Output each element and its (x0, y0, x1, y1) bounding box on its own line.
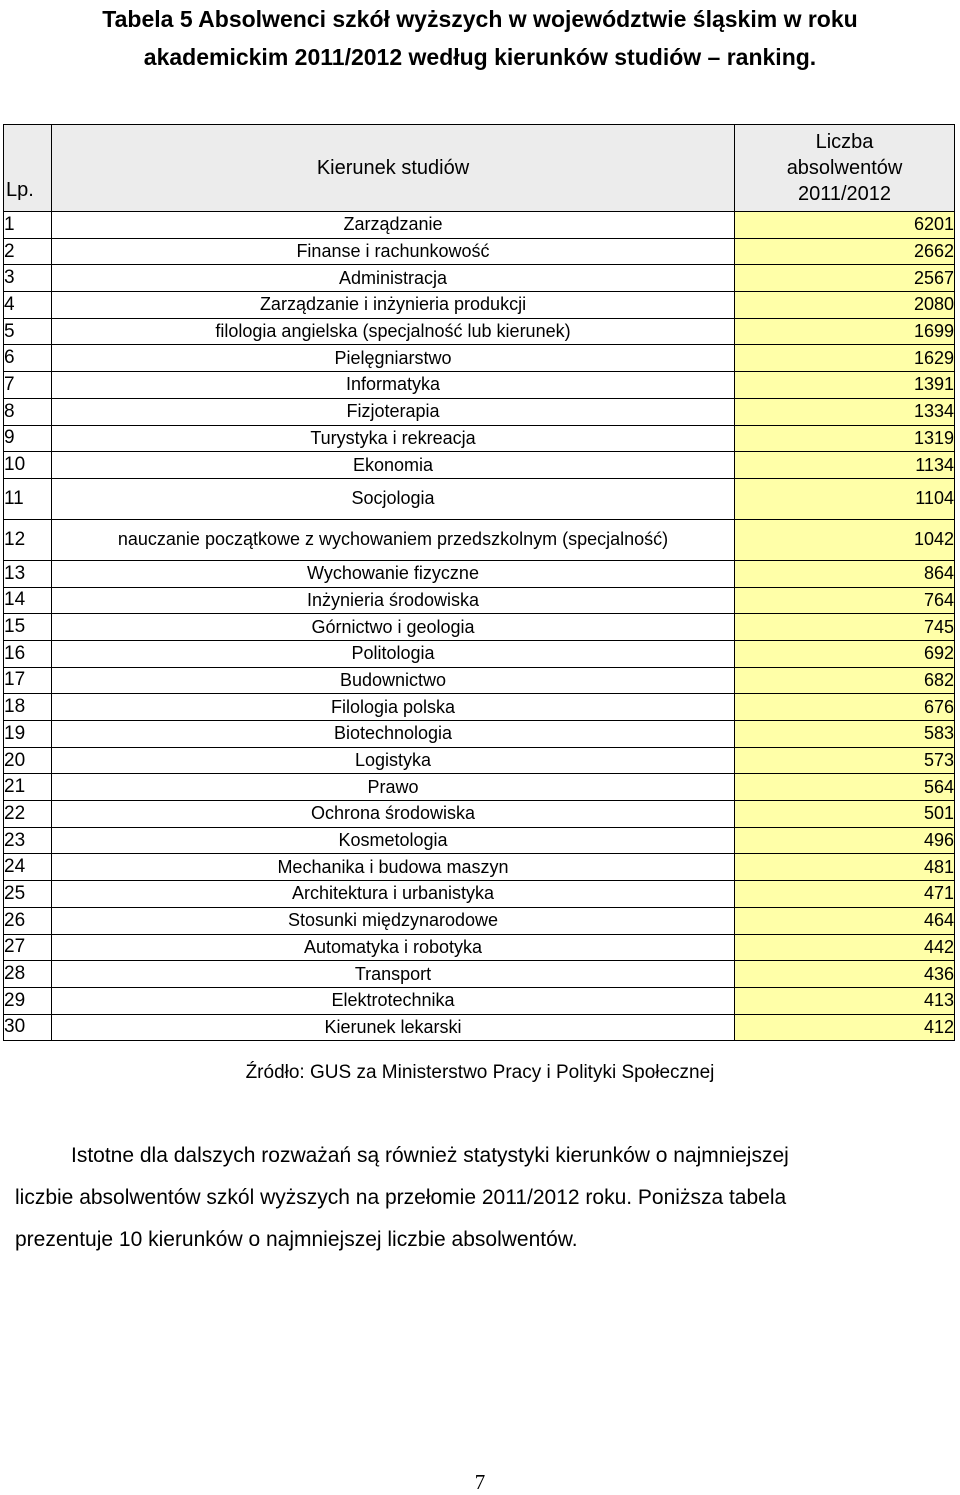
row-name: nauczanie początkowe z wychowaniem przedszkolnym (specjalność) (52, 519, 735, 560)
table-row (4, 318, 955, 345)
row-lp: 19 (4, 721, 52, 748)
table-header-row (4, 125, 955, 212)
row-value: 412 (735, 1014, 955, 1041)
row-value: 1319 (735, 425, 955, 452)
table-body (4, 212, 955, 1041)
table-row (4, 721, 955, 748)
row-name: Elektrotechnika (52, 987, 735, 1014)
row-name: Budownictwo (52, 667, 735, 694)
row-lp: 13 (4, 560, 52, 587)
header-liczba (735, 125, 955, 212)
table-row (4, 934, 955, 961)
row-lp: 23 (4, 827, 52, 854)
row-value: 745 (735, 614, 955, 641)
row-value: 442 (735, 934, 955, 961)
row-name: Transport (52, 961, 735, 988)
row-value: 496 (735, 827, 955, 854)
row-value: 583 (735, 721, 955, 748)
row-name: Logistyka (52, 747, 735, 774)
row-name: Inżynieria środowiska (52, 587, 735, 614)
row-value: 501 (735, 801, 955, 828)
row-lp: 22 (4, 801, 52, 828)
row-name: Informatyka (52, 372, 735, 399)
row-lp: 29 (4, 987, 52, 1014)
row-lp: 11 (4, 478, 52, 519)
row-lp: 1 (4, 212, 52, 239)
row-value: 1104 (735, 478, 955, 519)
row-name: Stosunki międzynarodowe (52, 907, 735, 934)
table-row (4, 614, 955, 641)
row-lp: 20 (4, 747, 52, 774)
header-lp: Lp. (4, 125, 52, 212)
table-row (4, 292, 955, 319)
row-name: Pielęgniarstwo (52, 345, 735, 372)
row-value: 1134 (735, 452, 955, 479)
page-number: 7 (474, 1470, 486, 1494)
row-lp: 17 (4, 667, 52, 694)
row-value: 2567 (735, 265, 955, 292)
title-line-1: Tabela 5 Absolwenci szkół wyższych w województwie śląskim w roku (102, 6, 858, 32)
table-row (4, 694, 955, 721)
row-value: 764 (735, 587, 955, 614)
table-row (4, 827, 955, 854)
row-name: Mechanika i budowa maszyn (52, 854, 735, 881)
title-line-2: akademickim 2011/2012 według kierunków studiów – ranking. (143, 44, 817, 70)
row-value: 1042 (735, 519, 955, 560)
row-name: Finanse i rachunkowość (52, 238, 735, 265)
header-liczba-line-1: Liczba (815, 131, 874, 153)
row-lp: 15 (4, 614, 52, 641)
row-name: Automatyka i robotyka (52, 934, 735, 961)
row-name: Wychowanie fizyczne (52, 560, 735, 587)
table-row (4, 854, 955, 881)
row-lp: 5 (4, 318, 52, 345)
row-value: 471 (735, 881, 955, 908)
row-name: Fizjoterapia (52, 398, 735, 425)
row-lp: 8 (4, 398, 52, 425)
row-value: 481 (735, 854, 955, 881)
table-row (4, 372, 955, 399)
header-kierunek: Kierunek studiów (52, 125, 735, 212)
document-title (0, 0, 960, 76)
row-value: 2662 (735, 238, 955, 265)
table-row (4, 265, 955, 292)
row-lp: 9 (4, 425, 52, 452)
table-row (4, 238, 955, 265)
row-lp: 27 (4, 934, 52, 961)
table-row (4, 587, 955, 614)
row-lp: 21 (4, 774, 52, 801)
row-name: Politologia (52, 640, 735, 667)
row-value: 573 (735, 747, 955, 774)
row-name: Socjologia (52, 478, 735, 519)
row-lp: 16 (4, 640, 52, 667)
row-name: Turystyka i rekreacja (52, 425, 735, 452)
row-value: 6201 (735, 212, 955, 239)
row-name: Kierunek lekarski (52, 1014, 735, 1041)
row-lp: 2 (4, 238, 52, 265)
row-lp: 26 (4, 907, 52, 934)
table-row (4, 987, 955, 1014)
table-row (4, 640, 955, 667)
row-value: 1699 (735, 318, 955, 345)
source-note: Źródło: GUS za Ministerstwo Pracy i Polityki Społecznej (245, 1062, 715, 1083)
row-value: 682 (735, 667, 955, 694)
row-value: 413 (735, 987, 955, 1014)
row-value: 436 (735, 961, 955, 988)
row-name: Filologia polska (52, 694, 735, 721)
row-value: 692 (735, 640, 955, 667)
row-lp: 4 (4, 292, 52, 319)
row-value: 1391 (735, 372, 955, 399)
row-lp: 25 (4, 881, 52, 908)
table-row (4, 961, 955, 988)
paragraph-line-2: liczbie absolwentów szkól wyższych na przełomie 2011/2012 roku. Poniższa tabela (15, 1186, 787, 1209)
row-lp: 7 (4, 372, 52, 399)
table-row (4, 747, 955, 774)
paragraph-line-3: prezentuje 10 kierunków o najmniejszej liczbie absolwentów. (15, 1228, 578, 1251)
row-name: Górnictwo i geologia (52, 614, 735, 641)
table-row (4, 519, 955, 560)
table-row (4, 1014, 955, 1041)
header-liczba-line-3: 2011/2012 (797, 183, 892, 205)
row-name: Zarządzanie (52, 212, 735, 239)
table-row (4, 801, 955, 828)
row-value: 2080 (735, 292, 955, 319)
row-name: Kosmetologia (52, 827, 735, 854)
row-value: 1629 (735, 345, 955, 372)
row-name: Prawo (52, 774, 735, 801)
table-row (4, 212, 955, 239)
table-row (4, 881, 955, 908)
row-lp: 14 (4, 587, 52, 614)
row-lp: 10 (4, 452, 52, 479)
ranking-table (3, 124, 955, 1041)
row-value: 1334 (735, 398, 955, 425)
row-name: Ochrona środowiska (52, 801, 735, 828)
row-lp: 28 (4, 961, 52, 988)
table-row (4, 667, 955, 694)
row-lp: 18 (4, 694, 52, 721)
table-row (4, 560, 955, 587)
row-name: Biotechnologia (52, 721, 735, 748)
table-row (4, 907, 955, 934)
row-name: Zarządzanie i inżynieria produkcji (52, 292, 735, 319)
row-lp: 24 (4, 854, 52, 881)
paragraph-line-1: Istotne dla dalszych rozważań są również statystyki kierunków o najmniejszej (71, 1144, 789, 1167)
table-row (4, 425, 955, 452)
row-name: Ekonomia (52, 452, 735, 479)
table-row (4, 398, 955, 425)
header-liczba-line-2: absolwentów (786, 157, 903, 179)
row-value: 676 (735, 694, 955, 721)
table-row (4, 345, 955, 372)
row-lp: 3 (4, 265, 52, 292)
row-value: 564 (735, 774, 955, 801)
row-lp: 12 (4, 519, 52, 560)
row-name: filologia angielska (specjalność lub kierunek) (52, 318, 735, 345)
table-row (4, 452, 955, 479)
row-name: Administracja (52, 265, 735, 292)
row-lp: 30 (4, 1014, 52, 1041)
table-row (4, 774, 955, 801)
table-row (4, 478, 955, 519)
row-lp: 6 (4, 345, 52, 372)
row-name: Architektura i urbanistyka (52, 881, 735, 908)
body-paragraph (15, 1135, 950, 1261)
row-value: 864 (735, 560, 955, 587)
row-value: 464 (735, 907, 955, 934)
